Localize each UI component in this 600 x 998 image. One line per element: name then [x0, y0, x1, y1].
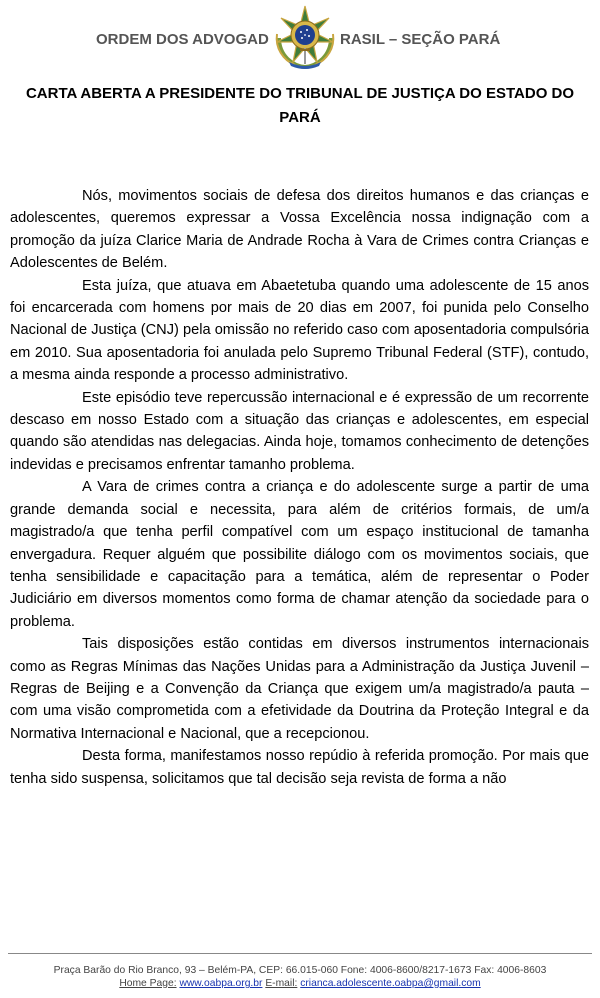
letterhead	[0, 0, 600, 75]
organization-name-right: RASIL – SEÇÃO PARÁ	[340, 31, 501, 48]
email-link[interactable]: crianca.adolescente.oabpa@gmail.com	[300, 978, 481, 989]
organization-name-left: ORDEM DOS ADVOGAD	[96, 31, 269, 48]
paragraph: Nós, movimentos sociais de defesa dos direitos humanos e das crianças e adolescentes, queremos expressar a Vossa Excelência nossa indignação com a promoção da juíza Clarice Maria de Andrade Rocha à Vara de Crimes contra Crianças e Adolescentes de Belém.	[10, 188, 589, 272]
paragraph: Este episódio teve repercussão internacional e é expressão de um recorrente descaso em nosso Estado com a situação das crianças e adolescentes, em especial quando são atendidas nas delegacias. Ainda hoje, tomamos conhecimento de detenções indevidas e precisamos enfrentar tamanho problema.	[10, 389, 589, 473]
home-page-label: Home Page:	[119, 978, 177, 989]
email-label: E-mail:	[265, 978, 298, 989]
footer-address: Praça Barão do Rio Branco, 93 – Belém-PA, CEP: 66.015-060 Fone: 4006-8600/8217-1673 Fax: 4006-8603	[53, 965, 547, 976]
paragraph: Tais disposições estão contidas em diversos instrumentos internacionais como as Regras Mínimas das Nações Unidas para a Administração da Justiça Juvenil – Regras de Beijing e a Convenção da Criança que exigem um/a magistrado/a pauta – com uma visão comprometida com a efetividade da Doutrina da Proteção Integral e da Normativa Internacional e Nacional, que a recepcionou.	[10, 636, 589, 742]
paragraph: Desta forma, manifestamos nosso repúdio à referida promoção. Por mais que tenha sido suspensa, solicitamos que tal decisão seja revista de forma a não	[10, 748, 589, 787]
paragraph: A Vara de crimes contra a criança e do adolescente surge a partir de uma grande demanda social e necessita, para além de critérios formais, de um/a magistrado/a que tenha perfil compatível com um espaço institucional de tamanha envergadura. Requer alguém que possibilite diálogo com os movimentos sociais, que tenha sensibilidade e capacitação para a temática, além de representar o Poder Judiciário em diversos momentos como forma de chamar atenção da sociedade para o problema.	[10, 479, 589, 630]
letter-body	[10, 185, 589, 790]
footer-contacts	[0, 977, 600, 990]
footer-divider	[8, 953, 592, 954]
coat-of-arms-icon	[271, 4, 339, 70]
paragraph: Esta juíza, que atuava em Abaetetuba quando uma adolescente de 15 anos foi encarcerada com homens por mais de 20 dias em 2007, foi punida pelo Conselho Nacional de Justiça (CNJ) pela omissão no referido caso com aposentadoria compulsória em 2010. Sua aposentadoria foi anulada pelo Supremo Tribunal Federal (STF), contudo, a mesma ainda responde a processo administrativo.	[10, 277, 589, 384]
home-page-link[interactable]: www.oabpa.org.br	[179, 978, 263, 989]
letter-title: CARTA ABERTA A PRESIDENTE DO TRIBUNAL DE JUSTIÇA DO ESTADO DO PARÁ	[25, 85, 575, 126]
footer	[0, 964, 600, 990]
